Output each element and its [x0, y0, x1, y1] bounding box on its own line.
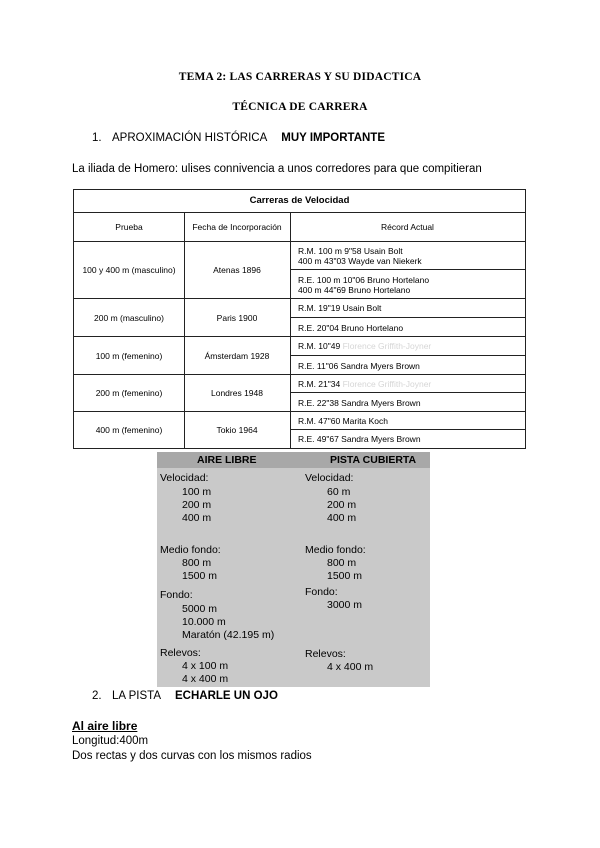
- section-label: LA PISTA: [112, 690, 162, 702]
- page-subtitle: TÉCNICA DE CARRERA: [232, 101, 368, 113]
- category-label: Fondo:: [160, 589, 193, 601]
- cell-rm: [290, 337, 525, 356]
- re-line: R.E. 11"06 Sandra Myers Brown: [298, 360, 420, 371]
- cell-prueba: 100 m (femenino): [74, 337, 185, 374]
- rm-line: R.M. 47"60 Marita Koch: [298, 415, 388, 426]
- distance-item: 10.000 m: [182, 616, 226, 628]
- rm-line: R.M. 10"49: [298, 341, 341, 351]
- distance-item: 5000 m: [182, 603, 218, 615]
- header-prueba: Prueba: [74, 212, 185, 241]
- distance-item: 200 m: [327, 499, 357, 511]
- rm-line: 400 m 43"03 Wayde van Niekerk: [298, 255, 422, 266]
- category-label: Fondo:: [305, 586, 338, 598]
- rm-line: R.M. 21"34: [298, 378, 341, 389]
- section-number: 1.: [92, 132, 102, 144]
- distance-item: 400 m: [182, 512, 212, 524]
- text-line: Dos rectas y dos curvas con los mismos radios: [72, 750, 312, 762]
- section-emphasis: MUY IMPORTANTE: [281, 132, 385, 144]
- rm-line: R.M. 19"19 Usain Bolt: [298, 303, 382, 313]
- category-label: Relevos:: [160, 647, 201, 659]
- cell-rm: [290, 412, 525, 430]
- re-line: R.E. 20"04 Bruno Hortelano: [298, 322, 404, 333]
- faded-name: Florence Griffith-Joyner: [342, 341, 432, 351]
- table-row: [74, 242, 525, 299]
- category-label: Medio fondo:: [305, 544, 366, 556]
- table-row: [74, 299, 525, 337]
- section-heading-1: [92, 132, 385, 144]
- header-record: Récord Actual: [381, 221, 434, 232]
- table-row: [74, 375, 525, 412]
- distance-item: 4 x 100 m: [182, 660, 229, 672]
- category-label: Velocidad:: [305, 472, 354, 484]
- category-label: Relevos:: [305, 648, 346, 660]
- re-line: 400 m 44"69 Bruno Hortelano: [298, 284, 411, 295]
- distance-item: 800 m: [182, 557, 212, 569]
- table-row: [74, 412, 525, 448]
- distance-item: 400 m: [327, 512, 357, 524]
- aire-libre-heading: AIRE LIBRE: [197, 454, 257, 466]
- cell-fecha: Tokio 1964: [184, 412, 291, 448]
- cell-re: [290, 430, 525, 448]
- cell-fecha: Londres 1948: [184, 375, 291, 411]
- distance-item: 800 m: [327, 557, 357, 569]
- distance-item: 3000 m: [327, 599, 363, 611]
- cell-re: [290, 393, 525, 412]
- cell-prueba: 200 m (masculino): [74, 299, 185, 336]
- distance-item: Maratón (42.195 m): [182, 629, 275, 641]
- re-line: R.E. 49"67 Sandra Myers Brown: [298, 434, 421, 444]
- cell-fecha: Paris 1900: [184, 299, 291, 336]
- faded-name: Florence Griffith-Joyner: [342, 378, 432, 389]
- distance-item: 200 m: [182, 499, 212, 511]
- rm-line: R.M. 100 m 9"58 Usain Bolt: [298, 245, 403, 256]
- cell-fecha: Atenas 1896: [184, 242, 291, 298]
- re-line: R.E. 22"38 Sandra Myers Brown: [298, 397, 421, 408]
- page-title: TEMA 2: LAS CARRERAS Y SU DIDACTICA: [178, 71, 422, 83]
- section-number: 2.: [92, 690, 102, 702]
- subheading-aire-libre: Al aire libre: [72, 719, 138, 733]
- section-emphasis: ECHARLE UN OJO: [175, 690, 278, 702]
- distance-item: 1500 m: [327, 570, 363, 582]
- cell-prueba: 400 m (femenino): [74, 412, 185, 448]
- distance-item: 1500 m: [182, 570, 218, 582]
- distance-item: 100 m: [182, 486, 212, 498]
- table-row: [74, 337, 525, 375]
- distances-box: [157, 452, 430, 687]
- cell-re: [290, 356, 525, 375]
- table-header-row: [74, 212, 525, 242]
- intro-paragraph: La iliada de Homero: ulises connivencia a unos corredores para que compitieran: [72, 163, 482, 175]
- table-caption: Carreras de Velocidad: [74, 190, 525, 213]
- cell-fecha: Ámsterdam 1928: [184, 337, 291, 374]
- distance-item: 4 x 400 m: [327, 661, 374, 673]
- cell-re: [290, 318, 525, 337]
- header-fecha: Fecha de Incorporación: [184, 212, 291, 241]
- velocity-records-table: [73, 189, 526, 449]
- category-label: Medio fondo:: [160, 544, 221, 556]
- category-label: Velocidad:: [160, 472, 209, 484]
- cell-rm: [290, 242, 525, 270]
- cell-prueba: 100 y 400 m (masculino): [74, 242, 185, 298]
- distance-item: 60 m: [327, 486, 351, 498]
- cell-prueba: 200 m (femenino): [74, 375, 185, 411]
- re-line: R.E. 100 m 10"06 Bruno Hortelano: [298, 274, 430, 285]
- pista-cubierta-heading: PISTA CUBIERTA: [330, 454, 417, 466]
- section-label: APROXIMACIÓN HISTÓRICA: [112, 132, 268, 144]
- cell-rm: [290, 375, 525, 393]
- cell-rm: [290, 299, 525, 318]
- text-line: Longitud:400m: [72, 735, 149, 747]
- section-heading-2: [92, 690, 278, 702]
- distance-item: 4 x 400 m: [182, 673, 229, 685]
- cell-re: [290, 270, 525, 299]
